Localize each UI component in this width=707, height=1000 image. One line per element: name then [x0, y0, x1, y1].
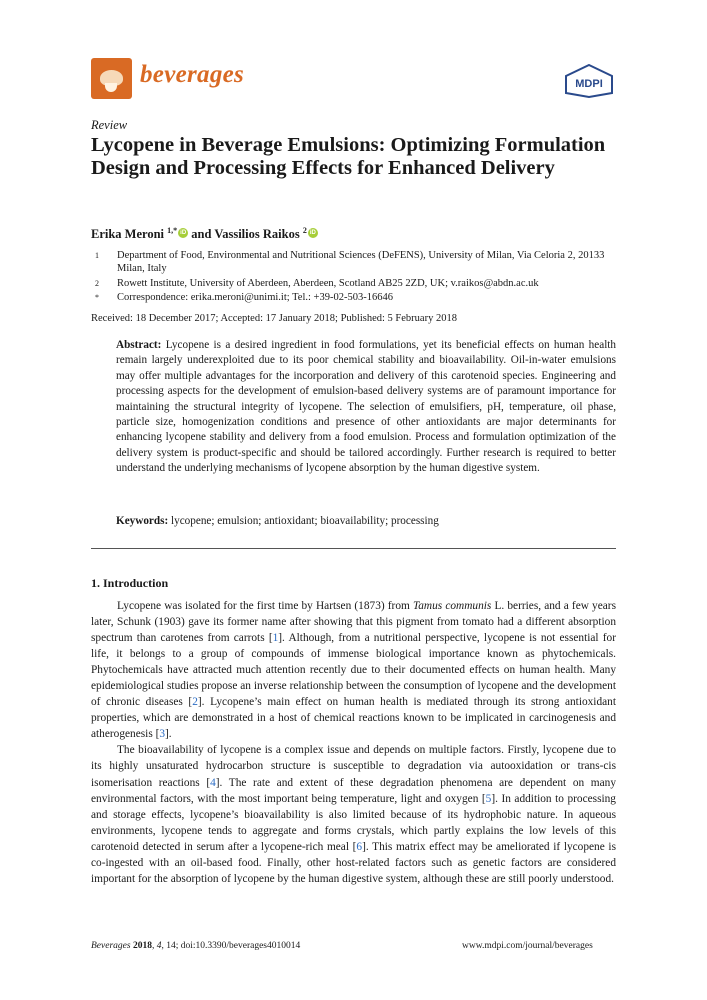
affiliation-text: Department of Food, Environmental and Nutritional Sciences (DeFENS), University of Milan, Via Celoria 2, 20133 Milan, Italy — [117, 250, 605, 274]
keywords-text: lycopene; emulsion; antioxidant; bioavailability; processing — [171, 515, 439, 527]
section-heading: 1. Introduction — [91, 576, 169, 590]
author-list — [91, 226, 318, 242]
body-text — [91, 598, 616, 887]
abstract — [116, 338, 616, 477]
keywords-label: Keywords: — [116, 515, 169, 527]
authors-conjunction: and — [191, 227, 212, 242]
mdpi-logo-icon — [563, 64, 615, 98]
journal-logo-icon — [91, 58, 132, 99]
section-divider — [91, 548, 616, 549]
footer-journal: Beverages — [91, 941, 131, 951]
publication-dates: Received: 18 December 2017; Accepted: 17 January 2018; Published: 5 February 2018 — [91, 313, 457, 324]
footer-journal-url[interactable]: www.mdpi.com/journal/beverages — [462, 941, 593, 951]
citation-link[interactable]: 3 — [159, 728, 166, 741]
publisher-name: MDPI — [575, 78, 603, 90]
citation-link[interactable]: 4 — [210, 776, 216, 789]
paragraph: The bioavailability of lycopene is a complex issue and depends on multiple factors. Firstly, lycopene due to its highly unsaturated hydrocarbon structure is susceptible to degradation via autooxidation or trans-cis isomerisation reactions [4]. The rate and extent of these degradation phenomena are dependent on many environmental factors, with the most important being temperature, light and oxygen [5]. In addition to processing and storage effects, lycopene’s bioavailability is also limited because of its hydrophobic nature. In aqueous environments, lycopene tends to aggregate and forms crystals, which partly explains the low levels of this carotenoid detected in serum after a lycopene-rich meal [6]. This matrix effect may be ameliorated if lycopene is co-ingested with an oil-based food. Finally, other host-related factors such as genetic factors are considered important for the absorption of lycopene by the human digestive system, although these are still poorly understood. — [91, 744, 616, 885]
affiliation-text: Rowett Institute, University of Aberdeen, Aberdeen, Scotland AB25 2ZD, UK; v.raikos@abdn.ac.uk — [117, 278, 539, 289]
abstract-label: Abstract: — [116, 339, 162, 351]
article-type: Review — [91, 118, 128, 132]
orcid-icon[interactable]: iD — [309, 230, 316, 237]
author-name: Vassilios Raikos — [214, 227, 300, 242]
affiliation-marker: 2 — [95, 279, 99, 288]
citation-link[interactable]: 5 — [485, 792, 492, 805]
author-name: Erika Meroni — [91, 227, 165, 242]
paragraph: Lycopene was isolated for the first time by Hartsen (1873) from Tamus communis L. berries, and a few years later, Schunk (1903) gave its former name after showing that this pigment from tomato had a different absorption spectrum than carotenes from carrots [1]. Although, from a nutritional perspective, lycopene is not essential for life, it belongs to a group of compounds of immense biological importance known as phytochemicals. Phytochemicals have attracted much attention recently due to their documented effects on human health. Many epidemiological studies propose an inverse relationship between the consumption of lycopene and the development of chronic diseases [2]. Lycopene’s main effect on human health is mediated through its strong antioxidant properties, which are demonstrated in a host of chemical reactions known to be implicated in carcinogenesis and atherogenesis [3]. — [91, 600, 616, 741]
affiliation-marker: 1 — [95, 251, 99, 260]
paper-title: Lycopene in Beverage Emulsions: Optimizing Formulation Design and Processing Effects for Enhanced Delivery — [91, 134, 606, 179]
citation-link[interactable]: 6 — [356, 840, 363, 853]
footer-year: 2018 — [132, 941, 152, 951]
orcid-icon[interactable]: iD — [180, 230, 187, 237]
keywords — [116, 515, 616, 527]
journal-name: beverages — [140, 61, 245, 88]
author-affiliation-marker: 2 — [302, 226, 307, 235]
correspondence-marker: * — [95, 293, 99, 302]
author-affiliation-marker: 1,* — [167, 226, 178, 235]
footer-citation: Beverages 2018, 4, 14; doi:10.3390/beverages4010014 — [91, 941, 301, 951]
footer-volume: 4 — [156, 941, 162, 951]
abstract-text: Lycopene is a desired ingredient in food formulations, yet its beneficial effects on human health remain largely underexploited due to its poor chemical stability and bioavailability. Oil-in-water emulsions may offer multiple advantages for the incorporation and delivery of this carotenoid species. Engineering and processing aspects for the development of emulsion-based delivery systems are of paramount importance for maintaining the structural integrity of lycopene. The selection of emulsifiers, pH, temperature, oil phase, particle size, homogenization conditions and presence of other antioxidants are major determinants for enhancing lycopene stability and delivery from a food emulsion. Process and formulation optimization of the delivery system is product-specific and should be tailored accordingly. Further research is required to better understand the underlying mechanisms of lycopene absorption by the human digestive system. — [116, 339, 617, 475]
citation-link[interactable]: 2 — [192, 696, 198, 709]
correspondence-text: Correspondence: erika.meroni@unimi.it; Tel.: +39-02-503-16646 — [117, 292, 393, 303]
footer-doi: , 14; doi:10.3390/beverages4010014 — [161, 941, 301, 951]
citation-link[interactable]: 1 — [272, 632, 279, 645]
